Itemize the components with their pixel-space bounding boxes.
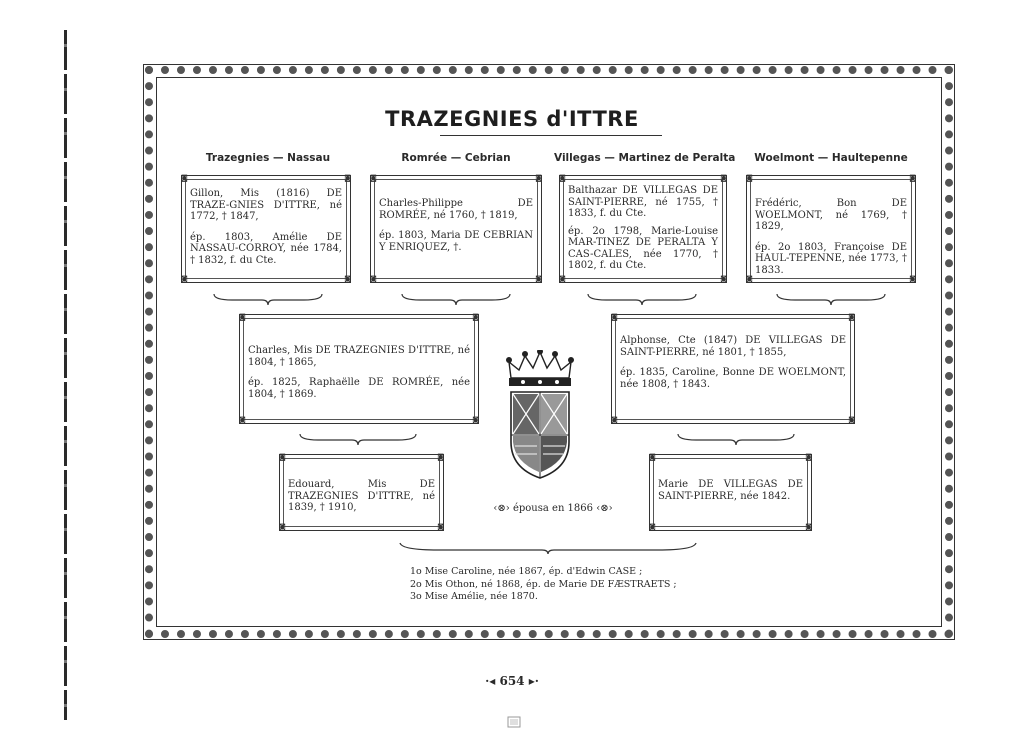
children-brace bbox=[398, 541, 698, 555]
connector-brace bbox=[298, 432, 418, 446]
marriage-line bbox=[478, 503, 628, 514]
children-list bbox=[410, 566, 677, 604]
parent-spouse: ép. 1825, Raphaëlle DE ROMRÉE, née 1804, † 1869. bbox=[248, 377, 470, 400]
parent-entry: Alphonse, Cte (1847) DE VILLEGAS DE SAINT-PIERRE, né 1801, † 1855, bbox=[620, 335, 846, 358]
child-entry: 3o Mise Amélie, née 1870. bbox=[410, 591, 538, 602]
lineage-heading-3: Villegas — Martinez de Peralta bbox=[554, 152, 736, 164]
ancestor-box-romree: ◙ ◙ ◙ ◙ Charles-Philippe DE ROMRÉE, né 1760, † 1819, ép. 1803, Maria DE CEBRIAN Y ENRIQUEZ, †. bbox=[370, 174, 542, 283]
ancestor-spouse: ép. 2o 1803, Françoise DE HAUL-TEPENNE, née 1773, † 1833. bbox=[755, 241, 907, 276]
lineage-heading-2: Romrée — Cebrian bbox=[401, 152, 511, 164]
page-ornament-left-icon: ·◂ bbox=[485, 674, 500, 688]
groom-box: ◙ ◙ ◙ ◙ Edouard, Mis DE TRAZEGNIES D'ITTRE, né 1839, † 1910, bbox=[279, 453, 444, 531]
child-entry: 2o Mis Othon, né 1868, ép. de Marie DE FÆSTRAETS ; bbox=[410, 578, 677, 590]
connector-brace bbox=[212, 292, 324, 306]
ornament-right-icon: ‹⊗› bbox=[596, 503, 613, 514]
lineage-heading-1: Trazegnies — Nassau bbox=[205, 152, 331, 164]
ancestor-box-woelmont: ◙ ◙ ◙ ◙ Frédéric, Bon DE WOELMONT, né 1769, † 1829, ép. 2o 1803, Françoise DE HAUL-TEPENNE, née 1773, † 1833. bbox=[746, 174, 916, 283]
ancestor-spouse: ép. 2o 1798, Marie-Louise MAR-TINEZ DE PERALTA Y CAS-CALES, née 1770, † 1802, f. du Cte. bbox=[568, 225, 718, 271]
page-title: TRAZEGNIES d'ITTRE bbox=[385, 107, 639, 131]
marriage-text: épousa en 1866 bbox=[512, 503, 594, 514]
ornament-left-icon: ‹⊗› bbox=[493, 503, 510, 514]
ancestor-entry: Charles-Philippe DE ROMRÉE, né 1760, † 1819, bbox=[379, 198, 533, 221]
connector-brace bbox=[400, 292, 512, 306]
ancestor-entry: Gillon, Mis (1816) DE TRAZE-GNIES D'ITTRE, né 1772, † 1847, bbox=[190, 188, 342, 222]
connector-brace bbox=[676, 432, 796, 446]
ancestor-spouse: ép. 1803, Amélie DE NASSAU-CORROY, née 1784, † 1832, f. du Cte. bbox=[190, 231, 342, 266]
ancestor-entry: Balthazar DE VILLEGAS DE SAINT-PIERRE, né 1755, † 1833, f. du Cte. bbox=[568, 185, 718, 219]
ancestor-box-trazegnies: ◙ ◙ ◙ ◙ Gillon, Mis (1816) DE TRAZE-GNIES D'ITTRE, né 1772, † 1847, ép. 1803, Amélie DE NASSAU-CORROY, née 1784, † 1832, f. du Cte. bbox=[181, 174, 351, 283]
ancestor-entry: Frédéric, Bon DE WOELMONT, né 1769, † 1829, bbox=[755, 198, 907, 232]
book-spine-edge bbox=[64, 30, 67, 720]
lineage-heading-4: Woelmont — Haultepenne bbox=[754, 152, 908, 164]
connector-brace bbox=[775, 292, 887, 306]
ancestor-spouse: ép. 1803, Maria DE CEBRIAN Y ENRIQUEZ, †. bbox=[379, 230, 533, 253]
parent-entry: Charles, Mis DE TRAZEGNIES D'ITTRE, né 1804, † 1865, bbox=[248, 345, 470, 368]
parent-spouse: ép. 1835, Caroline, Bonne DE WOELMONT, née 1808, † 1843. bbox=[620, 367, 846, 390]
connector-brace bbox=[586, 292, 698, 306]
bride-entry: Marie DE VILLEGAS DE SAINT-PIERRE, née 1842. bbox=[658, 479, 803, 502]
bride-box: ◙ ◙ ◙ ◙ Marie DE VILLEGAS DE SAINT-PIERRE, née 1842. bbox=[649, 453, 812, 531]
child-entry: 1o Mise Caroline, née 1867, ép. d'Edwin CASE ; bbox=[410, 566, 643, 577]
parent-box-villegas: ◙ ◙ ◙ ◙ Alphonse, Cte (1847) DE VILLEGAS DE SAINT-PIERRE, né 1801, † 1855, ép. 1835, Caroline, Bonne DE WOELMONT, née 1808, † 1843. bbox=[611, 313, 855, 424]
page-ornament-right-icon: ▸· bbox=[524, 674, 539, 688]
title-underline bbox=[440, 135, 662, 136]
coat-of-arms bbox=[503, 350, 577, 480]
printer-mark-icon bbox=[507, 713, 521, 725]
ancestor-box-villegas: ◙ ◙ ◙ ◙ Balthazar DE VILLEGAS DE SAINT-PIERRE, né 1755, † 1833, f. du Cte. ép. 2o 1798, Marie-Louise MAR-TINEZ DE PERALTA Y CAS-CALES, née 1770, † 1802, f. du Cte. bbox=[559, 174, 727, 283]
page-number: ·◂ 654 ▸· bbox=[485, 674, 539, 688]
groom-entry: Edouard, Mis DE TRAZEGNIES D'ITTRE, né 1839, † 1910, bbox=[288, 479, 435, 513]
parent-box-trazegnies: ◙ ◙ ◙ ◙ Charles, Mis DE TRAZEGNIES D'ITTRE, né 1804, † 1865, ép. 1825, Raphaëlle DE ROMRÉE, née 1804, † 1869. bbox=[239, 313, 479, 424]
